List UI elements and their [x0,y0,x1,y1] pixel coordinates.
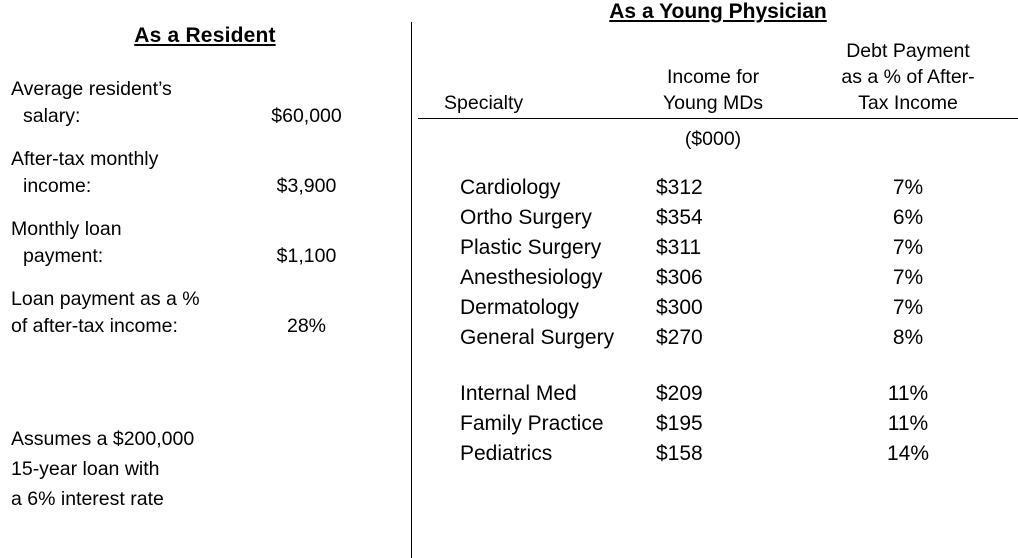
cell-specialty: Family Practice [460,412,604,435]
table-row [418,203,1018,233]
young-physician-panel-title: As a Young Physician [609,0,827,23]
resident-stat-value: $3,900 [276,175,337,197]
gap-cell [418,353,628,379]
cell-debt-percent: 6% [892,206,924,229]
table-group-gap [418,353,1018,379]
column-header-specialty: Specialty [444,92,524,114]
resident-panel-title: As a Resident [134,24,276,47]
cell-debt-percent: 7% [892,176,924,199]
resident-stat-row [11,286,401,340]
cell-income: $195 [656,412,703,435]
table-header-row [418,38,1018,116]
cell-income: $312 [656,176,703,199]
resident-stat-row [11,76,401,130]
table-row [418,263,1018,293]
young-physician-panel [418,0,1018,558]
cell-specialty: Internal Med [460,382,577,405]
cell-debt-percent: 7% [892,266,924,289]
resident-stat-value: $60,000 [271,105,342,127]
spacer-cell [628,151,798,173]
cell-income: $354 [656,206,703,229]
cell-debt-percent: 7% [892,236,924,259]
loan-assumption-note: Assumes a $200,000 15-year loan with a 6% interest rate [11,428,195,510]
table-row [418,439,1018,469]
cell-specialty: Ortho Surgery [460,206,592,229]
cell-debt-percent: 8% [892,326,924,349]
resident-stat-value: $1,100 [276,245,337,267]
cell-income: $209 [656,382,703,405]
table-row [418,379,1018,409]
table-row [418,323,1018,353]
table-row [418,233,1018,263]
units-spacer [798,119,1018,152]
table-row [418,173,1018,203]
cell-specialty: Cardiology [460,176,561,199]
cell-specialty: Pediatrics [460,442,553,465]
resident-stat-label: Loan payment as a % of after-tax income: [11,288,200,337]
cell-specialty: Plastic Surgery [460,236,602,259]
cell-debt-percent: 11% [887,412,929,435]
cell-debt-percent: 14% [886,442,930,465]
resident-stat-label: Monthly loan payment: [11,218,122,267]
cell-debt-percent: 7% [892,296,924,319]
cell-specialty: General Surgery [460,326,615,349]
spacer-cell [798,151,1018,173]
cell-income: $300 [656,296,703,319]
gap-cell [628,353,798,379]
table-row [418,293,1018,323]
cell-income: $158 [656,442,703,465]
spacer-cell [418,151,628,173]
resident-stat-row [11,146,401,200]
resident-panel [0,0,410,558]
column-header-income: Income for Young MDs [662,66,764,114]
resident-stat-label: Average resident’s salary: [11,78,172,127]
resident-stat-label: After-tax monthly income: [11,148,159,197]
table-row [418,409,1018,439]
cell-specialty: Anesthesiology [460,266,603,289]
resident-stats-list [11,76,401,356]
table-spacer-row [418,151,1018,173]
cell-debt-percent: 11% [887,382,929,405]
cell-income: $270 [656,326,703,349]
column-header-debt-payment: Debt Payment as a % of After- Tax Income [841,40,975,114]
resident-stat-value: 28% [286,315,327,337]
resident-stat-row [11,216,401,270]
specialty-income-table [418,38,1018,469]
vertical-divider [411,22,412,558]
table-units-row [418,119,1018,152]
cell-income: $306 [656,266,703,289]
units-spacer [418,119,628,152]
units-label: ($000) [684,128,742,150]
gap-cell [798,353,1018,379]
cell-income: $311 [656,236,702,259]
cell-specialty: Dermatology [460,296,580,319]
